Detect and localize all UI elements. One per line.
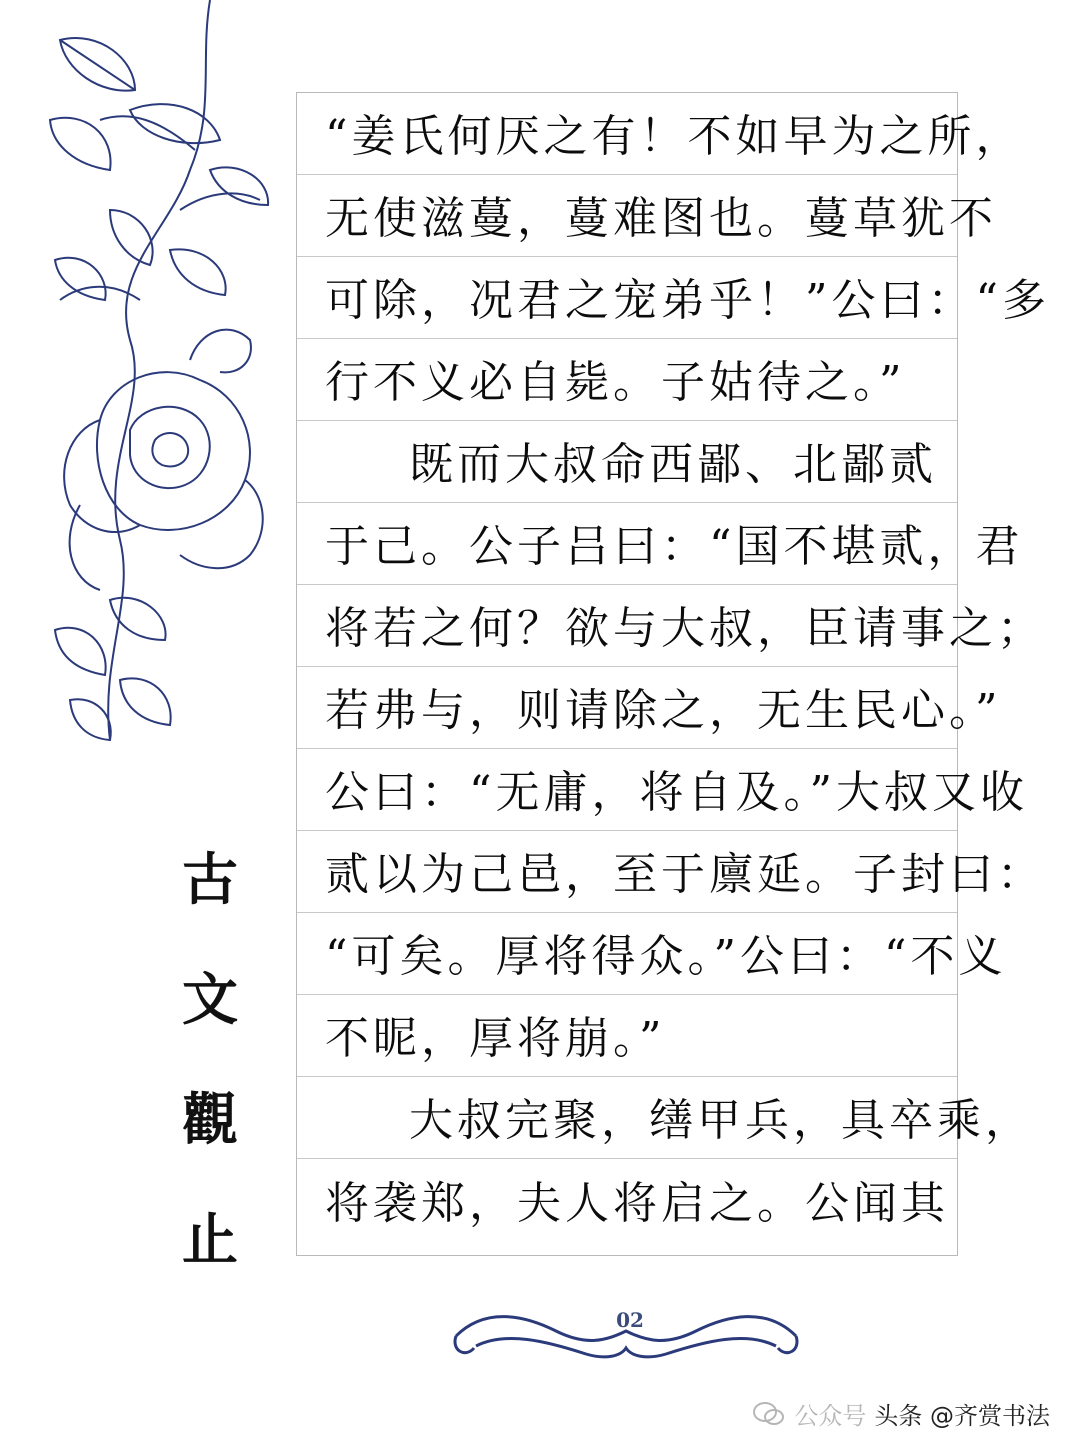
wechat-icon (752, 1400, 786, 1428)
page-number: 02 (616, 1308, 644, 1332)
wechat-label: 公众号 (794, 1402, 867, 1430)
line-text: “姜氏何厌之有！不如早为之所， (325, 111, 1024, 162)
line-text: 不昵，厚将崩。” (325, 1013, 666, 1064)
text-line (297, 913, 1007, 995)
source-watermark (752, 1396, 1050, 1431)
line-text: 大叔完聚，缮甲兵，具卒乘， (409, 1095, 1033, 1146)
line-text: 可除，况君之宠弟乎！”公曰：“多 (325, 275, 1050, 326)
line-text: “可矣。厚将得众。”公曰：“不义 (325, 931, 1007, 982)
line-text: 无使滋蔓，蔓难图也。蔓草犹不 (325, 193, 997, 244)
floral-vine-decoration (40, 0, 280, 760)
text-line (297, 749, 1028, 831)
title-char: 止 (182, 1207, 238, 1273)
vertical-book-title (150, 820, 270, 1300)
source-label: 头条 @齐赏书法 (874, 1402, 1050, 1430)
line-text: 行不义必自毙。子姑待之。” (325, 357, 906, 408)
line-text: 公曰：“无庸，将自及。”大叔又收 (325, 767, 1028, 818)
text-line (297, 667, 1002, 749)
text-line (297, 257, 1050, 339)
title-char: 觀 (182, 1087, 238, 1153)
text-line (297, 1077, 1033, 1159)
text-line (297, 503, 1024, 585)
text-line (297, 175, 997, 257)
line-text: 既而大叔命西鄙、北鄙贰 (409, 439, 937, 490)
ruled-text-sheet (296, 92, 1050, 1256)
text-line (297, 831, 1045, 913)
text-line (297, 339, 957, 421)
line-text: 若弗与，则请除之，无生民心。” (325, 685, 1002, 736)
line-text: 将若之何？欲与大叔，臣请事之； (325, 603, 1045, 654)
text-line (297, 585, 1045, 667)
line-text: 贰以为己邑，至于廪延。子封曰： (325, 849, 1045, 900)
text-line (297, 1159, 957, 1241)
line-text: 于己。公子吕曰：“国不堪贰，君 (325, 521, 1024, 572)
title-char: 古 (182, 847, 238, 913)
text-line (297, 421, 957, 503)
line-text: 将袭郑，夫人将启之。公闻其 (325, 1178, 949, 1229)
title-char: 文 (182, 967, 238, 1033)
text-line (297, 995, 957, 1077)
text-line (297, 93, 1024, 175)
